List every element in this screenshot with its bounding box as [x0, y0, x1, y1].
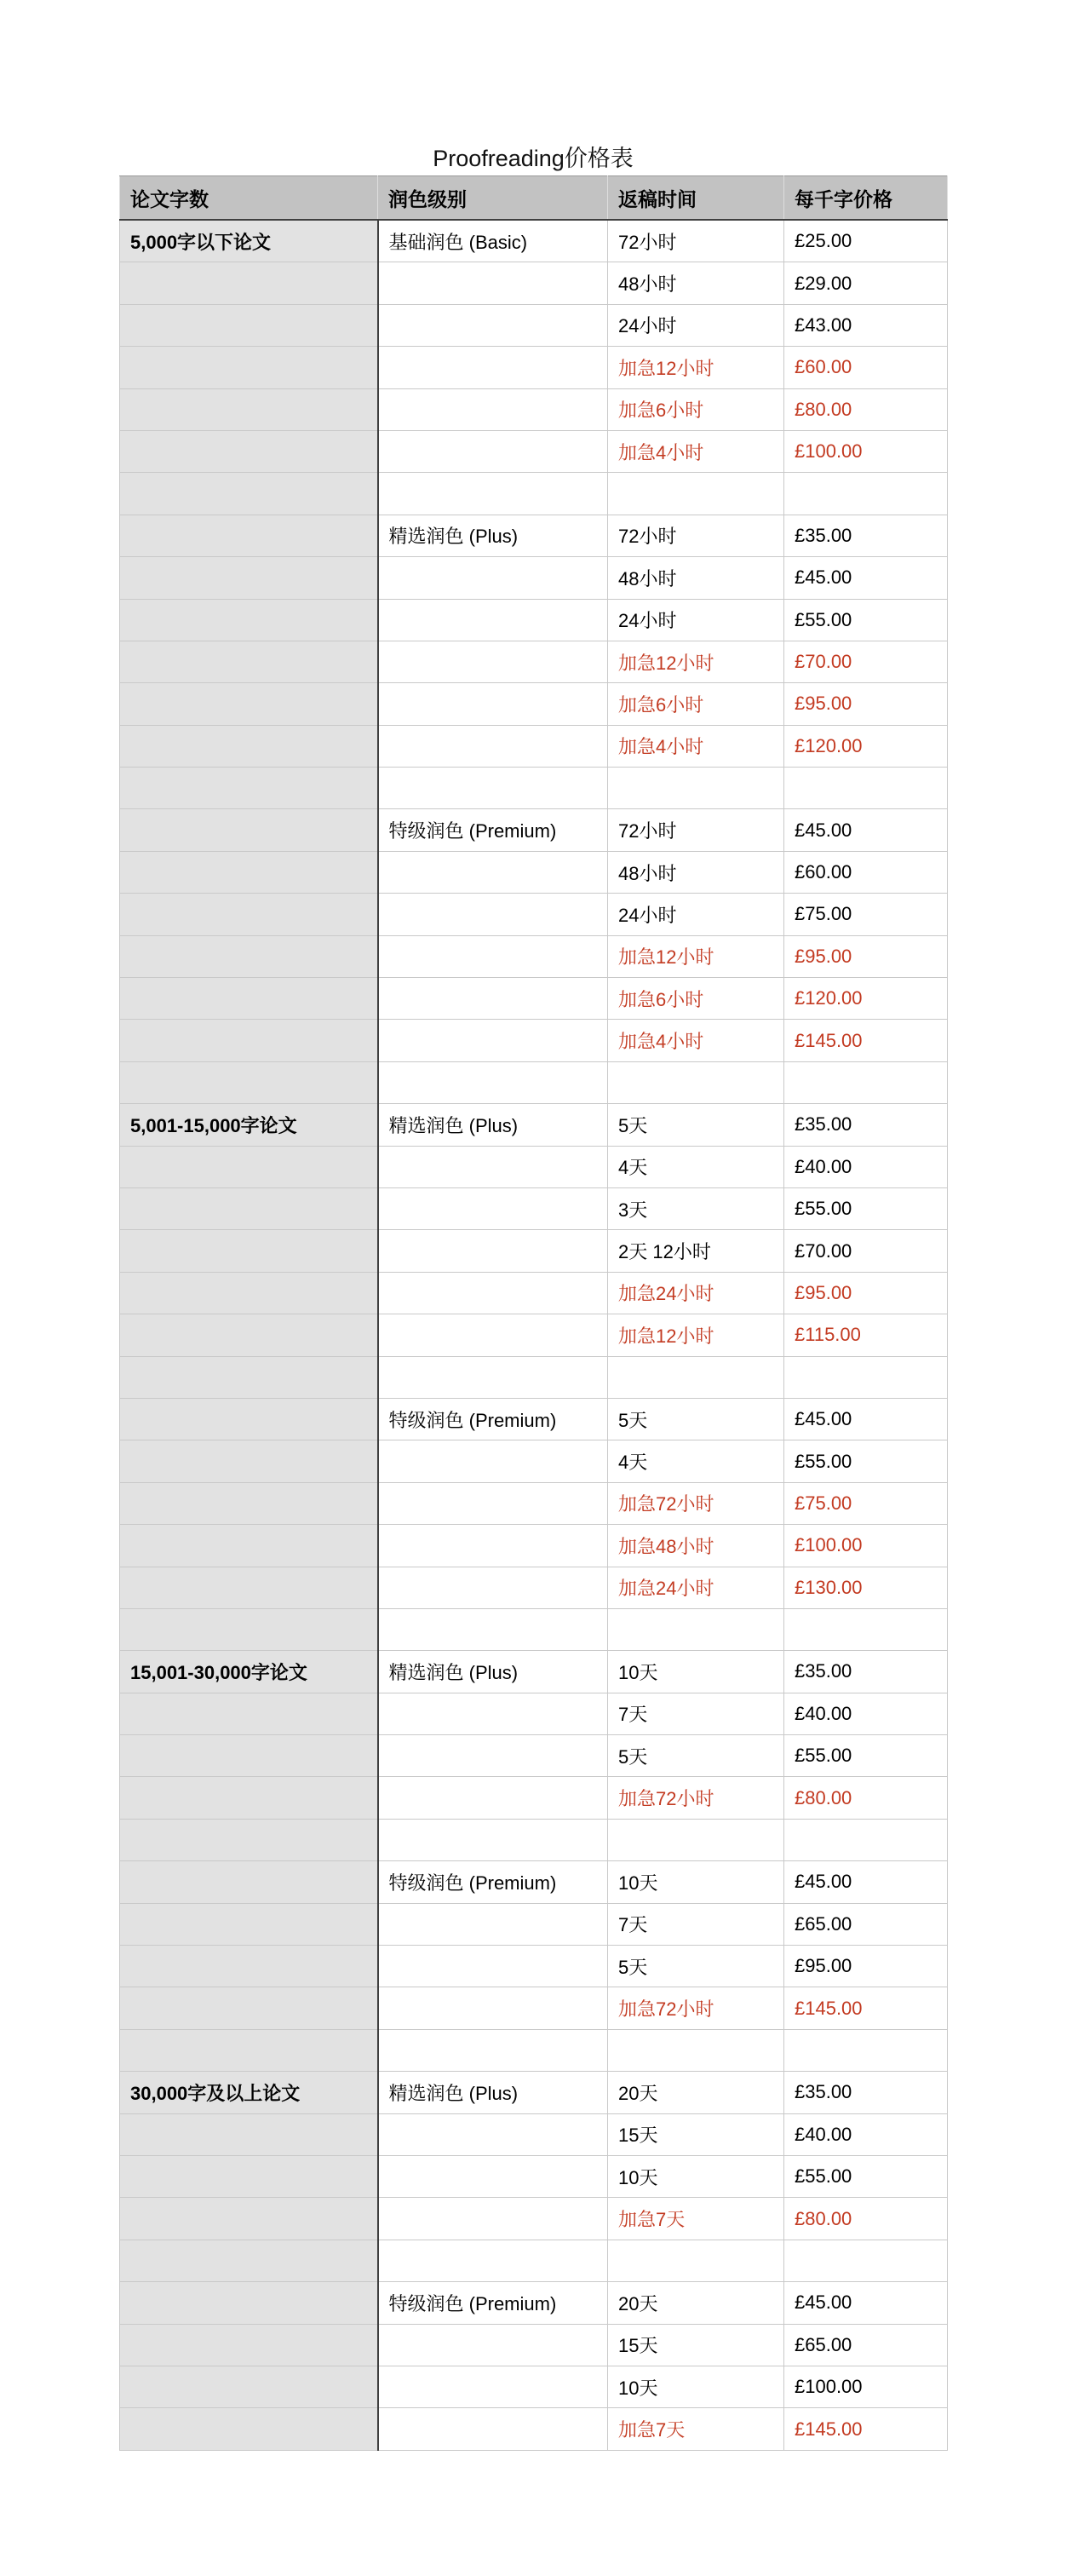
- cell-price: £95.00: [784, 1946, 948, 1987]
- cell-word-count: [120, 2029, 378, 2071]
- cell-level: 特级润色 (Premium): [378, 1398, 608, 1440]
- cell-level: 基础润色 (Basic): [378, 220, 608, 262]
- cell-word-count: [120, 515, 378, 556]
- table-row: [120, 347, 948, 388]
- cell-word-count: [120, 473, 378, 515]
- cell-turnaround: 72小时: [608, 220, 784, 262]
- cell-price: [784, 1608, 948, 1650]
- cell-price: £80.00: [784, 1777, 948, 1819]
- table-row: [120, 2155, 948, 2197]
- cell-level: [378, 1314, 608, 1356]
- cell-level: [378, 851, 608, 893]
- table-row: [120, 599, 948, 641]
- cell-turnaround: 加急4小时: [608, 725, 784, 767]
- cell-turnaround: 5天: [608, 1104, 784, 1146]
- cell-level: [378, 1356, 608, 1398]
- table-row: [120, 1272, 948, 1314]
- cell-word-count: [120, 935, 378, 977]
- cell-turnaround: [608, 473, 784, 515]
- cell-price: £80.00: [784, 388, 948, 430]
- cell-price: £25.00: [784, 220, 948, 262]
- cell-turnaround: 加急72小时: [608, 1777, 784, 1819]
- cell-price: £45.00: [784, 2282, 948, 2324]
- table-body: [120, 220, 948, 2450]
- cell-level: [378, 347, 608, 388]
- cell-price: [784, 473, 948, 515]
- cell-level: [378, 1061, 608, 1103]
- table-row: [120, 1861, 948, 1903]
- cell-word-count: [120, 2282, 378, 2324]
- cell-turnaround: 加急12小时: [608, 935, 784, 977]
- cell-turnaround: 加急72小时: [608, 1987, 784, 2029]
- cell-level: [378, 1735, 608, 1777]
- table-row: [120, 851, 948, 893]
- cell-level: [378, 2408, 608, 2450]
- table-row: [120, 2282, 948, 2324]
- cell-level: [378, 2029, 608, 2071]
- cell-word-count: [120, 1272, 378, 1314]
- cell-price: £130.00: [784, 1567, 948, 1608]
- table-row: [120, 1482, 948, 1524]
- cell-turnaround: 72小时: [608, 809, 784, 851]
- cell-turnaround: 24小时: [608, 894, 784, 935]
- table-row: [120, 515, 948, 556]
- cell-price: £55.00: [784, 1440, 948, 1482]
- cell-word-count: [120, 1440, 378, 1482]
- cell-level: [378, 768, 608, 809]
- cell-level: [378, 1946, 608, 1987]
- cell-word-count: [120, 599, 378, 641]
- cell-turnaround: 5天: [608, 1398, 784, 1440]
- cell-turnaround: 24小时: [608, 599, 784, 641]
- pricing-table: [119, 175, 948, 2451]
- cell-price: £100.00: [784, 2366, 948, 2407]
- cell-price: £145.00: [784, 1987, 948, 2029]
- cell-price: £40.00: [784, 1146, 948, 1187]
- table-row: [120, 978, 948, 1020]
- cell-turnaround: 3天: [608, 1187, 784, 1229]
- table-row: [120, 1651, 948, 1693]
- cell-turnaround: 48小时: [608, 851, 784, 893]
- cell-turnaround: 5天: [608, 1946, 784, 1987]
- cell-level: [378, 1272, 608, 1314]
- table-row: [120, 1946, 948, 1987]
- cell-word-count: [120, 430, 378, 472]
- cell-level: 精选润色 (Plus): [378, 515, 608, 556]
- cell-turnaround: 加急6小时: [608, 978, 784, 1020]
- cell-word-count: [120, 1525, 378, 1567]
- cell-turnaround: 24小时: [608, 304, 784, 346]
- cell-level: [378, 725, 608, 767]
- cell-word-count: [120, 2113, 378, 2155]
- cell-level: [378, 2366, 608, 2407]
- cell-price: £43.00: [784, 304, 948, 346]
- cell-word-count: [120, 1735, 378, 1777]
- cell-level: 特级润色 (Premium): [378, 809, 608, 851]
- header-row: [120, 176, 948, 221]
- cell-level: [378, 1819, 608, 1860]
- table-row: [120, 2072, 948, 2113]
- cell-price: £35.00: [784, 2072, 948, 2113]
- table-row: [120, 641, 948, 682]
- cell-word-count: [120, 2408, 378, 2450]
- cell-price: £45.00: [784, 809, 948, 851]
- cell-level: 特级润色 (Premium): [378, 2282, 608, 2324]
- cell-price: [784, 1819, 948, 1860]
- cell-word-count: [120, 1608, 378, 1650]
- cell-word-count: [120, 1398, 378, 1440]
- cell-turnaround: 加急12小时: [608, 347, 784, 388]
- cell-word-count: [120, 1987, 378, 2029]
- table-row: [120, 1567, 948, 1608]
- table-row: [120, 388, 948, 430]
- cell-word-count: [120, 262, 378, 304]
- cell-price: £80.00: [784, 2198, 948, 2240]
- cell-word-count: [120, 1903, 378, 1945]
- cell-level: [378, 304, 608, 346]
- cell-turnaround: 20天: [608, 2282, 784, 2324]
- cell-word-count: [120, 1230, 378, 1272]
- blank-row: [120, 1356, 948, 1398]
- blank-row: [120, 1608, 948, 1650]
- table-row: [120, 557, 948, 599]
- cell-word-count: [120, 1861, 378, 1903]
- cell-turnaround: 15天: [608, 2324, 784, 2366]
- table-row: [120, 220, 948, 262]
- cell-price: £35.00: [784, 515, 948, 556]
- cell-turnaround: 加急72小时: [608, 1482, 784, 1524]
- cell-turnaround: [608, 1819, 784, 1860]
- table-row: [120, 1020, 948, 1061]
- cell-level: [378, 1525, 608, 1567]
- cell-price: £29.00: [784, 262, 948, 304]
- cell-word-count: [120, 1187, 378, 1229]
- cell-level: [378, 1567, 608, 1608]
- table-row: [120, 683, 948, 725]
- cell-level: [378, 2198, 608, 2240]
- cell-turnaround: 5天: [608, 1735, 784, 1777]
- cell-turnaround: [608, 1356, 784, 1398]
- cell-turnaround: 加急48小时: [608, 1525, 784, 1567]
- cell-turnaround: [608, 2029, 784, 2071]
- cell-turnaround: 加急12小时: [608, 641, 784, 682]
- table-row: [120, 2366, 948, 2407]
- cell-turnaround: [608, 1061, 784, 1103]
- cell-word-count: [120, 2324, 378, 2366]
- cell-turnaround: 加急12小时: [608, 1314, 784, 1356]
- cell-turnaround: 加急7天: [608, 2408, 784, 2450]
- cell-price: £40.00: [784, 1693, 948, 1734]
- cell-word-count: [120, 1482, 378, 1524]
- cell-price: £35.00: [784, 1651, 948, 1693]
- table-row: [120, 430, 948, 472]
- column-header-word-count: 论文字数: [120, 176, 378, 221]
- cell-word-count: [120, 851, 378, 893]
- cell-price: £65.00: [784, 1903, 948, 1945]
- cell-level: [378, 1777, 608, 1819]
- cell-turnaround: 7天: [608, 1693, 784, 1734]
- cell-level: [378, 2240, 608, 2281]
- table-row: [120, 894, 948, 935]
- cell-level: [378, 430, 608, 472]
- cell-turnaround: 加急4小时: [608, 1020, 784, 1061]
- cell-level: [378, 2113, 608, 2155]
- table-row: [120, 1693, 948, 1734]
- table-row: [120, 935, 948, 977]
- cell-word-count: [120, 1356, 378, 1398]
- blank-row: [120, 1819, 948, 1860]
- table-row: [120, 725, 948, 767]
- cell-word-count: [120, 347, 378, 388]
- cell-level: 精选润色 (Plus): [378, 1651, 608, 1693]
- table-row: [120, 809, 948, 851]
- cell-level: [378, 557, 608, 599]
- cell-level: [378, 935, 608, 977]
- cell-level: [378, 599, 608, 641]
- cell-turnaround: 10天: [608, 1651, 784, 1693]
- cell-price: £100.00: [784, 1525, 948, 1567]
- table-row: [120, 2324, 948, 2366]
- column-header-price: 每千字价格: [784, 176, 948, 221]
- column-header-turnaround: 返稿时间: [608, 176, 784, 221]
- cell-price: £60.00: [784, 347, 948, 388]
- cell-price: £115.00: [784, 1314, 948, 1356]
- cell-level: [378, 1903, 608, 1945]
- cell-price: £55.00: [784, 1735, 948, 1777]
- cell-word-count: [120, 641, 378, 682]
- cell-word-count: 5,001-15,000字论文: [120, 1104, 378, 1146]
- cell-level: [378, 1440, 608, 1482]
- cell-turnaround: 加急7天: [608, 2198, 784, 2240]
- table-row: [120, 262, 948, 304]
- table-row: [120, 304, 948, 346]
- cell-turnaround: 7天: [608, 1903, 784, 1945]
- cell-word-count: [120, 2366, 378, 2407]
- cell-price: £95.00: [784, 1272, 948, 1314]
- cell-price: [784, 1061, 948, 1103]
- cell-word-count: [120, 768, 378, 809]
- cell-price: £70.00: [784, 641, 948, 682]
- cell-word-count: [120, 2240, 378, 2281]
- cell-level: 精选润色 (Plus): [378, 1104, 608, 1146]
- cell-turnaround: 15天: [608, 2113, 784, 2155]
- cell-word-count: [120, 1819, 378, 1860]
- cell-word-count: 15,001-30,000字论文: [120, 1651, 378, 1693]
- cell-price: £55.00: [784, 2155, 948, 2197]
- cell-price: £45.00: [784, 1398, 948, 1440]
- cell-word-count: [120, 304, 378, 346]
- cell-level: [378, 1187, 608, 1229]
- blank-row: [120, 1061, 948, 1103]
- cell-turnaround: [608, 1608, 784, 1650]
- cell-turnaround: 4天: [608, 1440, 784, 1482]
- cell-word-count: [120, 1693, 378, 1734]
- cell-level: [378, 1693, 608, 1734]
- cell-level: [378, 473, 608, 515]
- cell-turnaround: 10天: [608, 2155, 784, 2197]
- cell-price: £95.00: [784, 935, 948, 977]
- cell-word-count: [120, 894, 378, 935]
- cell-level: [378, 262, 608, 304]
- cell-price: £45.00: [784, 557, 948, 599]
- cell-price: £100.00: [784, 430, 948, 472]
- cell-turnaround: 72小时: [608, 515, 784, 556]
- cell-turnaround: 加急6小时: [608, 683, 784, 725]
- cell-level: [378, 1987, 608, 2029]
- cell-word-count: [120, 388, 378, 430]
- table-row: [120, 1146, 948, 1187]
- table-row: [120, 1398, 948, 1440]
- table-header: [120, 176, 948, 221]
- cell-level: [378, 1146, 608, 1187]
- cell-turnaround: [608, 768, 784, 809]
- cell-price: £95.00: [784, 683, 948, 725]
- table-row: [120, 1735, 948, 1777]
- cell-price: £75.00: [784, 1482, 948, 1524]
- table-row: [120, 1987, 948, 2029]
- column-header-level: 润色级别: [378, 176, 608, 221]
- cell-word-count: [120, 978, 378, 1020]
- cell-price: £65.00: [784, 2324, 948, 2366]
- cell-level: [378, 641, 608, 682]
- table-row: [120, 2198, 948, 2240]
- table-row: [120, 1525, 948, 1567]
- cell-word-count: [120, 683, 378, 725]
- cell-level: [378, 978, 608, 1020]
- cell-turnaround: 加急4小时: [608, 430, 784, 472]
- cell-turnaround: 加急24小时: [608, 1567, 784, 1608]
- cell-word-count: [120, 1777, 378, 1819]
- cell-price: £75.00: [784, 894, 948, 935]
- cell-word-count: [120, 725, 378, 767]
- cell-price: [784, 2240, 948, 2281]
- table-row: [120, 1903, 948, 1945]
- cell-word-count: [120, 1061, 378, 1103]
- cell-turnaround: 10天: [608, 1861, 784, 1903]
- page-title: Proofreading价格表: [433, 146, 634, 171]
- cell-level: [378, 1020, 608, 1061]
- cell-word-count: 30,000字及以上论文: [120, 2072, 378, 2113]
- cell-word-count: [120, 1020, 378, 1061]
- cell-price: £45.00: [784, 1861, 948, 1903]
- table-row: [120, 2113, 948, 2155]
- table-row: [120, 1440, 948, 1482]
- cell-word-count: [120, 1146, 378, 1187]
- cell-turnaround: 加急6小时: [608, 388, 784, 430]
- blank-row: [120, 473, 948, 515]
- cell-level: [378, 894, 608, 935]
- cell-price: [784, 768, 948, 809]
- table-row: [120, 2408, 948, 2450]
- cell-level: [378, 2155, 608, 2197]
- cell-turnaround: 10天: [608, 2366, 784, 2407]
- cell-price: £35.00: [784, 1104, 948, 1146]
- cell-turnaround: 4天: [608, 1146, 784, 1187]
- cell-word-count: [120, 2198, 378, 2240]
- cell-price: £70.00: [784, 1230, 948, 1272]
- table-row: [120, 1230, 948, 1272]
- cell-level: [378, 2324, 608, 2366]
- cell-turnaround: [608, 2240, 784, 2281]
- cell-level: [378, 683, 608, 725]
- cell-price: £55.00: [784, 1187, 948, 1229]
- cell-price: £120.00: [784, 725, 948, 767]
- cell-turnaround: 20天: [608, 2072, 784, 2113]
- cell-turnaround: 48小时: [608, 557, 784, 599]
- cell-price: £55.00: [784, 599, 948, 641]
- cell-price: £145.00: [784, 2408, 948, 2450]
- cell-word-count: [120, 1567, 378, 1608]
- table-row: [120, 1314, 948, 1356]
- cell-turnaround: 加急24小时: [608, 1272, 784, 1314]
- cell-level: [378, 1482, 608, 1524]
- cell-price: £145.00: [784, 1020, 948, 1061]
- cell-word-count: [120, 2155, 378, 2197]
- cell-word-count: [120, 557, 378, 599]
- cell-word-count: [120, 1314, 378, 1356]
- cell-turnaround: 2天 12小时: [608, 1230, 784, 1272]
- cell-price: [784, 2029, 948, 2071]
- cell-price: £60.00: [784, 851, 948, 893]
- blank-row: [120, 768, 948, 809]
- cell-turnaround: 48小时: [608, 262, 784, 304]
- cell-price: [784, 1356, 948, 1398]
- cell-word-count: [120, 1946, 378, 1987]
- cell-level: 特级润色 (Premium): [378, 1861, 608, 1903]
- blank-row: [120, 2029, 948, 2071]
- table-row: [120, 1777, 948, 1819]
- blank-row: [120, 2240, 948, 2281]
- cell-word-count: 5,000字以下论文: [120, 220, 378, 262]
- cell-price: £40.00: [784, 2113, 948, 2155]
- cell-level: [378, 1230, 608, 1272]
- table-row: [120, 1187, 948, 1229]
- cell-level: [378, 388, 608, 430]
- cell-level: 精选润色 (Plus): [378, 2072, 608, 2113]
- cell-price: £120.00: [784, 978, 948, 1020]
- cell-word-count: [120, 809, 378, 851]
- table-row: [120, 1104, 948, 1146]
- cell-level: [378, 1608, 608, 1650]
